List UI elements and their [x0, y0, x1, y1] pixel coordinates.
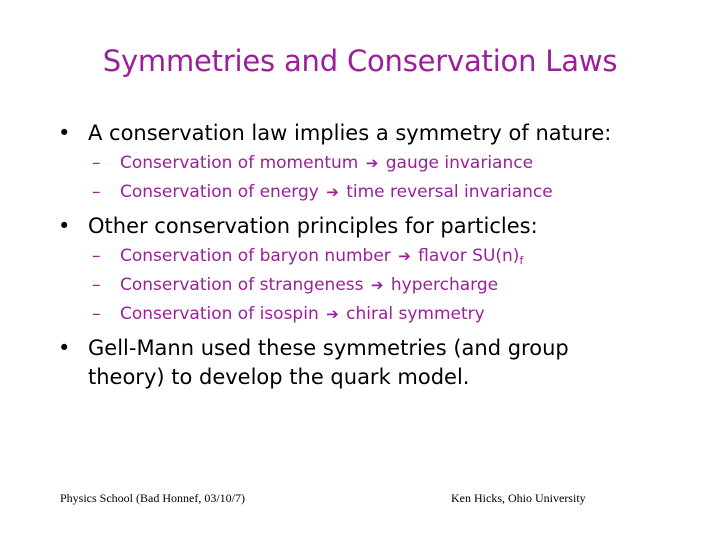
bullet-3: [58, 334, 618, 392]
bullet-1: [58, 119, 678, 148]
sub-text-left: Conservation of baryon number: [120, 246, 391, 266]
sub-text-right: gauge invariance: [385, 153, 534, 173]
arrow-icon: ➔: [326, 305, 339, 323]
arrow-icon: ➔: [370, 276, 384, 294]
sub-text-left: Conservation of strangeness: [120, 275, 364, 295]
footer-left: Physics School (Bad Honnef, 03/10/7): [60, 491, 245, 505]
slide-title: Symmetries and Conservation Laws: [102, 44, 618, 78]
sub-bullet-1-1: [92, 152, 692, 174]
sub-text-left: Conservation of momentum: [120, 153, 359, 173]
arrow-icon: ➔: [326, 183, 339, 201]
subscript-f: f: [519, 254, 524, 267]
bullet-1-text: A conservation law implies a symmetry of nature:: [88, 121, 612, 145]
bullet-2-text: Other conservation principles for particles:: [88, 214, 538, 238]
sub-bullet-2-3: [92, 303, 692, 325]
sub-text-left: Conservation of energy: [120, 182, 319, 202]
bullet-3-text: Gell-Mann used these symmetries (and group theory) to develop the quark model.: [88, 336, 569, 389]
sub-text-right: hypercharge: [390, 275, 499, 295]
sub-text-left: Conservation of isospin: [120, 304, 319, 324]
sub-dash: –: [92, 246, 101, 266]
sub-bullet-2-2: [92, 274, 692, 296]
sub-text-right: flavor SU(n): [418, 246, 520, 266]
bullet-2: [58, 212, 678, 241]
bullet-dot: •: [58, 121, 71, 145]
sub-dash: –: [92, 153, 101, 173]
sub-text-right: chiral symmetry: [346, 304, 485, 324]
arrow-icon: ➔: [398, 247, 411, 265]
bullet-dot: •: [58, 336, 71, 360]
sub-text-right: time reversal invariance: [346, 182, 553, 202]
footer-right: Ken Hicks, Ohio University: [451, 491, 586, 505]
arrow-icon: ➔: [365, 154, 379, 172]
sub-bullet-2-1: [92, 245, 692, 272]
sub-bullet-1-2: [92, 181, 692, 203]
bullet-dot: •: [58, 214, 71, 238]
sub-dash: –: [92, 304, 101, 324]
sub-dash: –: [92, 275, 101, 295]
sub-dash: –: [92, 182, 101, 202]
